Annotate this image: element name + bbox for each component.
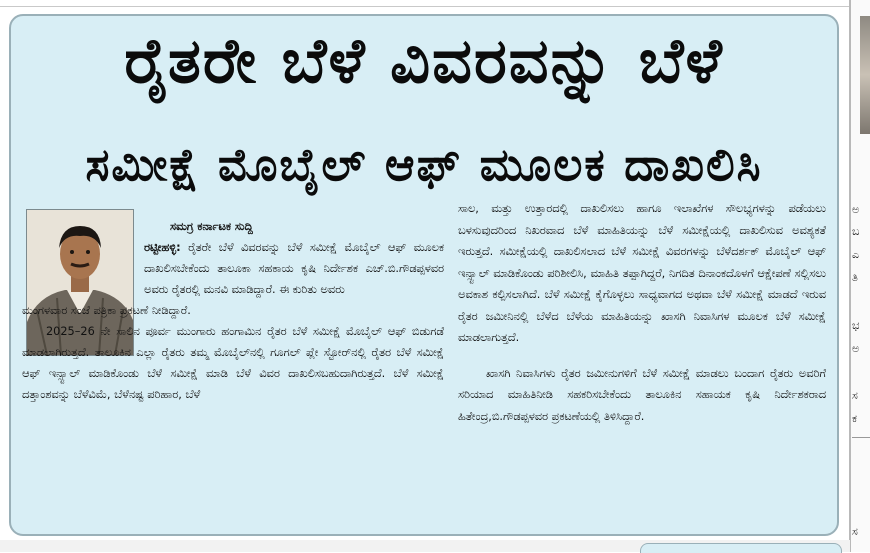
dateline: ರಟ್ಟೀಹಳ್ಳಿ: (144, 241, 181, 254)
adjacent-photo (860, 16, 870, 134)
news-article-panel (9, 14, 839, 536)
adjacent-text-fragment: ತಿ (852, 271, 858, 284)
headline-line-2: ಸಮೀಕ್ಷೆ ಮೊಬೈಲ್ ಆಫ್ ಮೂಲಕ ದಾಖಲಿಸಿ (85, 138, 763, 191)
adjacent-text-fragment: ಕ (852, 412, 857, 425)
adjacent-divider (852, 437, 870, 438)
photo-wrapped-text (22, 216, 444, 300)
lead-paragraph (144, 237, 444, 300)
adjacent-text-fragment: ಸ (852, 389, 858, 402)
article-column-left (22, 216, 444, 405)
body-paragraph: 2025–26 ನೇ ಸಾಲಿನ ಪೂರ್ವ ಮುಂಗಾರು ಹಂಗಾಮಿನ ರೈತರ ಬೆಳೆ ಸಮೀಕ್ಷೆ ಮೊಬೈಲ್ ಆಫ್ ಬಿಡುಗಡೆ ಮಾಡಲಾಗಿರುತ್ತದೆ. ತಾಲೂಕಿನ ಎಲ್ಲಾ ರೈತರು ತಮ್ಮ ಮೊಬೈಲ್‌ನಲ್ಲಿ ಗೂಗಲ್ ಪ್ಲೇ ಸ್ಟೋರ್‌ನಲ್ಲಿ ರೈತರ ಬೆಳೆ ಸಮೀಕ್ಷೆ ಆಫ್ ಇನ್ಸ್ಟಾಲ್ ಮಾಡಿಕೊಂಡು ಬೆಳೆ ಸಮೀಕ್ಷೆ ಮಾಡಿ ಬೆಳೆ ವಿವರ ದಾಖಲಿಸಬಹುದಾಗಿರುತ್ತದೆ. ಬೆಳೆ ಸಮೀಕ್ಷೆ ದತ್ತಾಂಶವನ್ನು ಬೆಳೆವಿಮೆ, ಬೆಳೆನಷ್ಟ ಪರಿಹಾರ, ಬೆಳೆ (22, 325, 444, 401)
byline: ಸಮಗ್ರ ಕರ್ನಾಟಕ ಸುದ್ದಿ (170, 220, 253, 233)
headline-line-1: ರೈತರೇ ಬೆಳೆ ವಿವರವನ್ನು ಬೆಳೆ (124, 24, 724, 97)
adjacent-text-fragment: ಭ (852, 319, 860, 332)
adjacent-text-fragment: ಸ (852, 525, 858, 538)
article-column-right (458, 198, 826, 427)
adjacent-text-fragment: ಬ (852, 225, 860, 238)
body-paragraph: ಸಾಲ, ಮತ್ತು ಉತ್ತಾರದಲ್ಲಿ ದಾಖಲಿಸಲು ಹಾಗೂ ಇಲಾಖೆಗಳ ಸೌಲಭ್ಯಗಳನ್ನು ಪಡೆಯಲು ಬಳಸುವುದರಿಂದ ನಿಖರವಾದ ಬೆಳೆ ಮಾಹಿತಿಯನ್ನು ಬೆಳೆ ಸಮೀಕ್ಷೆಯಲ್ಲಿ ದಾಖಲಿಸುವ ಅವಶ್ಯಕತೆ ಇರುತ್ತದೆ. ಸಮೀಕ್ಷೆಯಲ್ಲಿ ದಾಖಲಿಸಲಾದ ಬೆಳೆ ಸಮೀಕ್ಷೆ ವಿವರಗಳನ್ನು ಬೆಳೆದರ್ಶಕ್ ಮೊಬೈಲ್ ಆಫ್ ಇನ್ಸ್ಟಾಲ್ ಮಾಡಿಕೊಂಡು ಪರಿಶೀಲಿಸಿ, ಮಾಹಿತಿ ತಪ್ಪಾಗಿದ್ದರೆ, ನಿಗದಿತ ದಿನಾಂಕದೊಳಗೆ ಆಕ್ಷೇಪಣೆ ಸಲ್ಲಿಸಲು ಅವಕಾಶ ಕಲ್ಪಿಸಲಾಗಿದೆ. ಬೆಳೆ ಸಮೀಕ್ಷೆ ಕೈಗೊಳ್ಳಲು ಸಾಧ್ಯವಾಗದ ಅಥವಾ ಬೆಳೆ ಸಮೀಕ್ಷೆ ಮಾಡದೆ ಇರುವ ರೈತರ ಜಮೀನಿನಲ್ಲಿ ಬೆಳೆದ ಬೆಳೆಯ ಮಾಹಿತಿಯನ್ನು ಖಾಸಗಿ ನಿವಾಸಿಗಳ ಮೂಲಕ ಬೆಳೆ ಸಮೀಕ್ಷೆ ಮಾಡಲಾಗುತ್ತದೆ. (458, 202, 826, 344)
closing-paragraph: ಖಾಸಗಿ ನಿವಾಸಿಗಳು ರೈತರ ಜಮೀನುಗಳಿಗೆ ಬೆಳೆ ಸಮೀಕ್ಷೆ ಮಾಡಲು ಬಂದಾಗ ರೈತರು ಅವರಿಗೆ ಸರಿಯಾದ ಮಾಹಿತಿನೀಡಿ ಸಹಕರಿಸಬೇಕೆಂದು ತಾಲೂಕಿನ ಸಹಾಯಕ ಕೃಷಿ ನಿರ್ದೇಶಕರಾದ ಹಿತೇಂದ್ರ,ಬಿ.ಗೌಡಪ್ಪಳವರ ಪ್ರಕಟಣೆಯಲ್ಲಿ ತಿಳಿಸಿದ್ದಾರೆ. (458, 366, 826, 423)
page-top-edge (0, 0, 850, 7)
lead-paragraph-text: ರೈತರೇ ಬೆಳೆ ವಿವರವನ್ನು ಬೆಳೆ ಸಮೀಕ್ಷೆ ಮೊಬೈಲ್ ಆಫ್ ಮೂಲಕ ದಾಖಲಿಸಬೇಕೆಂದು ತಾಲೂಕಾ ಸಹಕಾಯ ಕೃಷಿ ನಿರ್ದೇಶಕ ಎಚ್.ಬಿ.ಗೌಡಪ್ಪಳವರ ಅವರು ರೈತರಲ್ಲಿ ಮನವಿ ಮಾಡಿದ್ದಾರೆ. ಈ ಕುರಿತು ಅವರು (144, 241, 445, 296)
adjacent-text-fragment: ಎ (852, 248, 860, 261)
lead-paragraph-tail: ಮಂಗಳವಾರ ಸಂಜೆ ಪತ್ರಿಕಾ ಪ್ರಕಟಣೆ ನೀಡಿದ್ದಾರೆ. (22, 304, 191, 317)
adjacent-text-fragment: ಅ (852, 342, 860, 355)
adjacent-text-fragment: ಅ (852, 203, 860, 216)
